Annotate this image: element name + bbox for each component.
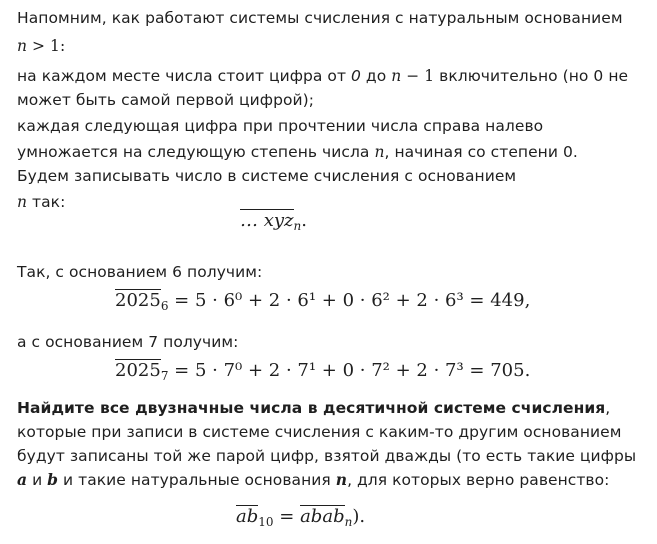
text: Будем записывать число в системе счисления с основанием	[17, 167, 517, 185]
task-line-1	[17, 398, 610, 418]
base-sub: n	[293, 219, 302, 233]
base-n: n	[344, 515, 353, 529]
intro-line-7	[17, 166, 516, 186]
intro-line-4	[17, 90, 314, 110]
task-line-4	[17, 470, 609, 490]
intro-line-8	[17, 192, 65, 212]
text: на каждом месте числа стоит цифра от	[17, 67, 352, 85]
text: и такие натуральные основания	[58, 471, 336, 489]
condition: > 1:	[27, 37, 66, 55]
text: может быть самой первой цифрой);	[17, 91, 314, 109]
example7-label	[17, 332, 238, 352]
text: Так, с основанием 6 получим:	[17, 263, 263, 281]
task-bold: Найдите все двузначные числа в десятичной системе счисления	[17, 399, 606, 417]
task-line-2	[17, 422, 622, 442]
equation-formula	[236, 504, 365, 535]
intro-line-5	[17, 116, 543, 136]
text: умножается на следующую степень числа	[17, 143, 375, 161]
overline-abab: abab	[300, 506, 345, 527]
text: каждая следующая цифра при прочтении числа справа налево	[17, 117, 544, 135]
base-10: 10	[258, 515, 274, 529]
base-6: 6	[160, 299, 169, 313]
period: .	[301, 210, 307, 231]
text: до	[360, 67, 392, 85]
var-n: n	[335, 470, 348, 489]
comma: ,	[605, 399, 611, 417]
base-7: 7	[160, 369, 169, 383]
text: , начиная со степени 0.	[384, 143, 578, 161]
var-a: a	[17, 470, 28, 489]
intro-line-2	[17, 36, 65, 56]
text: так:	[27, 193, 66, 211]
intro-line-6	[17, 142, 578, 162]
equals: =	[273, 506, 301, 527]
text: , для которых верно равенство:	[347, 471, 610, 489]
var-n: n	[17, 37, 28, 55]
notation-formula	[240, 208, 307, 239]
var-n: n	[17, 193, 28, 211]
expansion: = 5 · 7⁰ + 2 · 7¹ + 0 · 7² + 2 · 7³ = 705.	[168, 360, 531, 381]
text: будут записаны той же парой цифр, взятой дважды (то есть такие цифры	[17, 447, 637, 465]
var-n: n	[374, 143, 385, 161]
intro-line-3	[17, 66, 628, 86]
overline-digits: … xyz	[240, 210, 294, 231]
text: которые при записи в системе счисления с каким-то другим основанием	[17, 423, 622, 441]
zero: 0	[351, 67, 361, 85]
var-n: n	[391, 67, 402, 85]
example7-formula	[115, 358, 530, 389]
example6-formula	[115, 288, 530, 319]
intro-text: Напомним, как работают системы счисления с натуральным основанием	[17, 9, 623, 27]
number-2025: 2025	[115, 360, 161, 381]
example6-label	[17, 262, 262, 282]
text: а с основанием 7 получим:	[17, 333, 239, 351]
overline-ab: ab	[236, 506, 259, 527]
var-b: b	[47, 470, 59, 489]
text: и	[27, 471, 48, 489]
task-line-3	[17, 446, 636, 466]
text: включительно (но 0 не	[434, 67, 629, 85]
intro-line-1	[17, 8, 623, 28]
expansion: = 5 · 6⁰ + 2 · 6¹ + 0 · 6² + 2 · 6³ = 449,	[168, 290, 531, 311]
minus-one: − 1	[401, 67, 435, 85]
number-2025: 2025	[115, 290, 161, 311]
closing: ).	[352, 506, 366, 527]
